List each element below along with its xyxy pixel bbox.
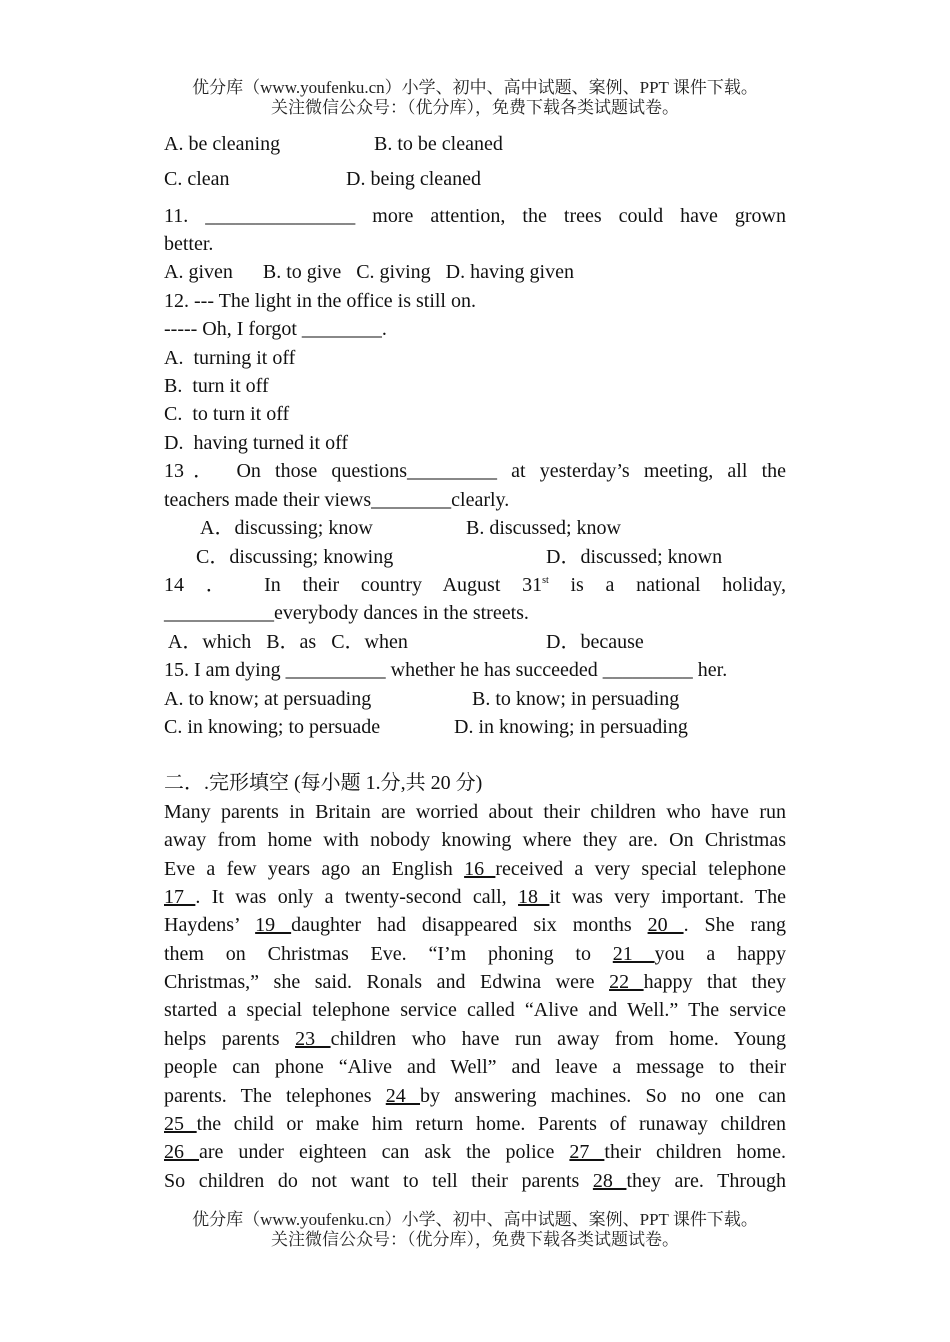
q14-stem-post: is a national holiday,	[548, 574, 786, 596]
q10-option-a: A. be cleaning	[164, 133, 281, 155]
passage-text: Christmas,” she said. Ronals and Edwina were	[164, 971, 610, 993]
q12-stem-line-2: ----- Oh, I forgot ________.	[164, 318, 387, 340]
passage-line-6	[164, 942, 786, 966]
q13-option-a: A．discussing; know	[200, 517, 373, 539]
q11-options: A. given B. to give C. giving D. having given	[164, 261, 574, 283]
section-2-title: 二．.完形填空 (每小题 1.分,共 20 分)	[164, 772, 483, 794]
passage-text: them on Christmas Eve. “I’m phoning to	[164, 943, 613, 965]
blank-21: 21	[612, 943, 655, 965]
blank-23: 23	[295, 1028, 331, 1050]
passage-text: their children home.	[604, 1141, 786, 1163]
q15-option-a: A. to know; at persuading	[164, 688, 372, 710]
q14-options-abc: A．which B．as C．when	[164, 631, 408, 653]
q12-option-b: B. turn it off	[164, 375, 269, 397]
passage-text: Haydens’	[164, 914, 256, 936]
passage-text: they are. Through	[626, 1170, 787, 1192]
passage-text: Eve a few years ago an English	[164, 858, 465, 880]
passage-text: . It was only a twenty-second call,	[195, 886, 519, 908]
page-header	[0, 78, 950, 118]
footer-line-2: 关注微信公众号：（优分库），免费下载各类试题试卷。	[271, 1230, 679, 1249]
q13-stem-line-2: teachers made their views________clearly.	[164, 489, 510, 511]
passage-line-11	[164, 1084, 786, 1108]
footer-line-1: 优分库（www.youfenku.cn）小学、初中、高中试题、案例、PPT 课件下载。	[192, 1210, 758, 1229]
passage-line-8: started a special telephone service called “Alive and Well.” The service	[164, 999, 786, 1021]
q10-option-d: D. being cleaned	[346, 168, 481, 190]
q14-stem-line-1	[164, 573, 786, 597]
blank-16: 16	[464, 858, 496, 880]
blank-26: 26	[164, 1141, 199, 1163]
passage-line-4	[164, 885, 786, 909]
q14-ordinal-suffix: st	[542, 575, 549, 586]
passage-text: received a very special telephone	[495, 858, 786, 880]
passage-line-1: Many parents in Britain are worried about their children who have run	[164, 801, 786, 823]
q12-option-d: D. having turned it off	[164, 432, 349, 454]
passage-text: you a happy	[654, 943, 786, 965]
q15-option-d: D. in knowing; in persuading	[454, 716, 688, 738]
passage-line-5	[164, 913, 786, 937]
q14-stem-pre: 14 ． In their country August 31	[164, 574, 543, 596]
passage-line-2: away from home with nobody knowing where they are. On Christmas	[164, 829, 786, 851]
q13-option-b: B. discussed; know	[466, 517, 621, 539]
q13-option-d: D．discussed; known	[546, 546, 723, 568]
q12-stem-line-1: 12. --- The light in the office is still on.	[164, 290, 476, 312]
q11-stem-line-1: 11. _______________ more attention, the trees could have grown	[164, 205, 786, 227]
passage-text: the child or make him return home. Parents of runaway children	[196, 1113, 786, 1135]
blank-19: 19	[255, 914, 292, 936]
passage-text: daughter had disappeared six months	[291, 914, 648, 936]
passage-line-13	[164, 1140, 786, 1164]
blank-24: 24	[385, 1085, 421, 1107]
passage-text: by answering machines. So no one can	[420, 1085, 786, 1107]
q10-option-c: C. clean	[164, 168, 230, 190]
blank-17: 17	[164, 886, 196, 908]
passage-text: So children do not want to tell their parents	[164, 1170, 593, 1192]
q15-stem: 15. I am dying __________ whether he has succeeded _________ her.	[164, 659, 728, 681]
blank-28: 28	[592, 1170, 627, 1192]
q12-option-a: A. turning it off	[164, 347, 296, 369]
passage-line-14	[164, 1169, 786, 1193]
blank-25: 25	[164, 1113, 197, 1135]
passage-line-12	[164, 1112, 786, 1136]
header-line-2: 关注微信公众号：（优分库），免费下载各类试题试卷。	[271, 98, 679, 117]
passage-line-9	[164, 1027, 786, 1051]
passage-text: parents. The telephones	[164, 1085, 386, 1107]
q13-option-c: C．discussing; knowing	[196, 546, 394, 568]
q14-option-d: D．because	[546, 631, 644, 653]
q13-stem-line-1: 13． On those questions_________ at yesterday’s meeting, all the	[164, 460, 786, 482]
passage-text: it was very important. The	[549, 886, 787, 908]
blank-27: 27	[569, 1141, 605, 1163]
blank-20: 20	[647, 914, 684, 936]
header-line-1: 优分库（www.youfenku.cn）小学、初中、高中试题、案例、PPT 课件下载。	[192, 78, 758, 97]
q12-option-c: C. to turn it off	[164, 403, 290, 425]
passage-text: . She rang	[683, 914, 787, 936]
page-footer	[0, 1210, 950, 1250]
passage-text: children who have run away from home. Young	[330, 1028, 786, 1050]
passage-text: are under eighteen can ask the police	[199, 1141, 570, 1163]
passage-line-3	[164, 857, 786, 881]
blank-22: 22	[609, 971, 644, 993]
q15-option-c: C. in knowing; to persuade	[164, 716, 381, 738]
q11-stem-line-2: better.	[164, 233, 214, 255]
q15-option-b: B. to know; in persuading	[472, 688, 680, 710]
passage-text: happy that they	[643, 971, 786, 993]
passage-line-7	[164, 970, 786, 994]
passage-line-10: people can phone “Alive and Well” and leave a message to their	[164, 1056, 786, 1078]
blank-18: 18	[518, 886, 550, 908]
q10-option-b: B. to be cleaned	[374, 133, 503, 155]
q14-stem-line-2: ___________everybody dances in the streets.	[164, 602, 529, 624]
passage-text: helps parents	[164, 1028, 296, 1050]
